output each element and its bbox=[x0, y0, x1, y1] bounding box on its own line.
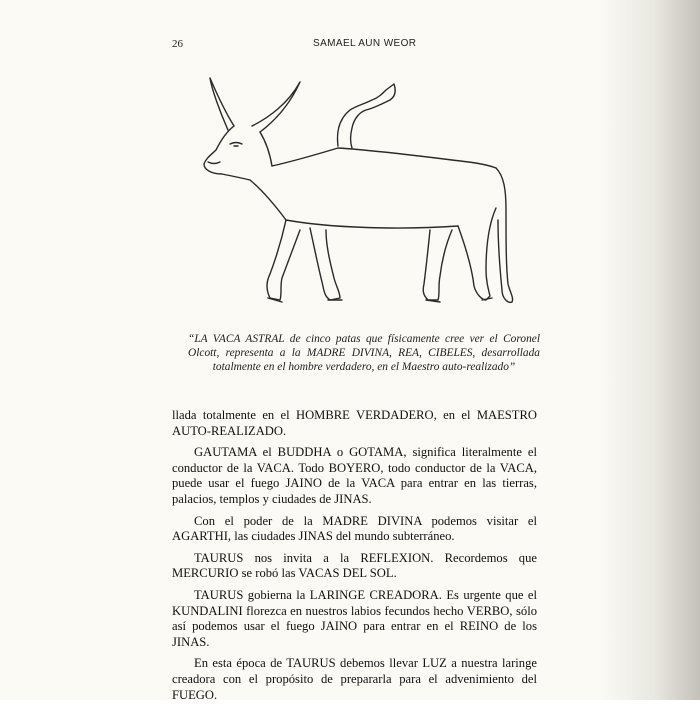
hooves bbox=[268, 298, 492, 302]
cow-chest bbox=[250, 180, 286, 220]
paragraph-5: TAURUS gobierna la LARINGE CREADORA. Es urgente que el KUNDALINI florezca en nuestros labios fecundos hecho VERBO, sólo así podemos usar el fuego JAINO para entrar en el REINO de los JINAS. bbox=[172, 587, 537, 649]
figure-caption: “LA VACA ASTRAL de cinco patas que físicamente cree ver el Coronel Olcott, representa a la MADRE DIVINA, REA, CIBELES, desarrollada totalmente en el hombre verdadero, en el Maestro auto-realizado” bbox=[188, 333, 540, 373]
cow-eye bbox=[230, 143, 242, 147]
cow-tail bbox=[496, 168, 513, 302]
hind-leg-1 bbox=[458, 208, 496, 300]
cow-head bbox=[204, 126, 250, 180]
fifth-leg bbox=[338, 84, 396, 148]
paragraph-3: Con el poder de la MADRE DIVINA podemos visitar el AGARTHI, las ciudades JINAS del mundo subterráneo. bbox=[172, 513, 537, 544]
paragraph-6: En esta época de TAURUS debemos llevar LUZ a nuestra laringe creadora con el propósito de prepararla para el advenimiento del FUEGO. bbox=[172, 656, 537, 702]
body-text bbox=[172, 408, 537, 709]
cow-back bbox=[272, 148, 496, 168]
front-leg-2 bbox=[310, 228, 340, 300]
paragraph-2: GAUTAMA el BUDDHA o GOTAMA, significa literalmente el conductor de la VACA. Todo BOYERO, todo conductor de la VACA, puede usar el fuego JAINO de la VACA para entrar en las tierras, palacios, templos y ciudades de JINAS. bbox=[172, 445, 537, 506]
paragraph-1: llada totalmente en el HOMBRE VERDADERO, en el MAESTRO AUTO-REALIZADO. bbox=[172, 408, 537, 438]
astral-cow-illustration bbox=[190, 70, 550, 330]
cow-mouth bbox=[208, 162, 220, 164]
hind-leg-2 bbox=[423, 230, 452, 300]
astral-cow-drawing bbox=[190, 70, 550, 330]
running-head: SAMAEL AUN WEOR bbox=[313, 38, 417, 49]
paragraph-4: TAURUS nos invita a la REFLEXION. Recordemos que MERCURIO se robó las VACAS DEL SOL. bbox=[172, 550, 537, 581]
cow-belly bbox=[286, 220, 458, 228]
right-horn bbox=[252, 82, 300, 132]
front-leg-1 bbox=[267, 220, 300, 300]
cow-jaw bbox=[260, 132, 272, 166]
left-horn bbox=[210, 78, 234, 130]
page-edge-shadow bbox=[600, 0, 700, 700]
page-number: 26 bbox=[172, 38, 183, 50]
